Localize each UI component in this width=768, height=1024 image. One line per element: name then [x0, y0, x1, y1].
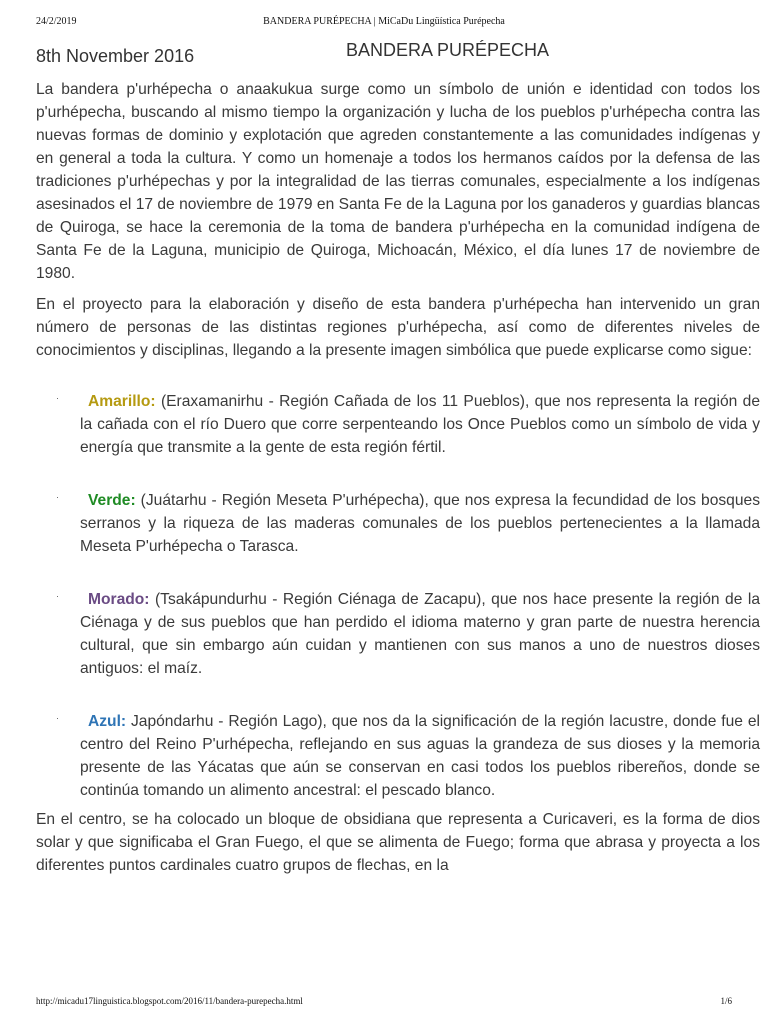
color-name-amarillo: Amarillo: — [88, 393, 156, 410]
color-description: (Eraxamanirhu - Región Cañada de los 11 Pueblos), que nos representa la región de la cañada con el río Duero que corre serpenteando los Once Pueblos como un símbolo de vida y energía que transmite a la gente de esta región fértil. — [80, 393, 760, 456]
intro-paragraph: La bandera p'urhépecha o anaakukua surge como un símbolo de unión e identidad con todos los p'urhépecha, buscando al mismo tiempo la organización y lucha de los pueblos p'urhépecha contra las nuevas formas de dominio y explotación que agreden constantemente a las comunidades indígenas y en general a toda la cultura. Y como un homenaje a todos los hermanos caídos por la defensa de las tradiciones p'urhépechas y por la integralidad de las tierras comunales, especialmente a los indígenas asesinados el 17 de noviembre de 1979 en Santa Fe de la Laguna por los ganaderos y guardias blancas de Quiroga, se hace la ceremonia de la toma de bandera p'urhépecha en la comunidad indígena de Santa Fe de la Laguna, municipio de Quiroga, Michoacán, México, el día lunes 17 de noviembre de 1980. — [36, 81, 760, 282]
color-description: (Juátarhu - Región Meseta P'urhépecha), que nos expresa la fecundidad de los bosques serranos y la riqueza de las maderas comunales de los pueblos pertenecientes a la llamada Meseta P'urhépecha o Tarasca. — [80, 492, 760, 555]
post-title: BANDERA PURÉPECHA — [346, 40, 550, 60]
closing-paragraph: En el centro, se ha colocado un bloque de obsidiana que representa a Curicaveri, es la forma de dios solar y que significaba el Gran Fuego, el que se alimenta de Fuego; forma que abrasa y proyecta a los diferentes puntos cardinales cuatro grupos de flechas, en la — [36, 811, 760, 874]
page-url: http://micadu17linguistica.blogspot.com/2016/11/bandera-purepecha.html — [36, 996, 303, 1006]
print-page-title: BANDERA PURÉPECHA | MiCaDu Lingüística Purépecha — [263, 16, 505, 27]
list-item — [36, 588, 760, 680]
color-name-verde: Verde: — [88, 492, 136, 509]
bullet: · — [56, 591, 59, 601]
post-date: 8th November 2016 — [36, 46, 195, 66]
list-item — [36, 710, 760, 802]
color-name-morado: Morado: — [88, 591, 150, 608]
print-header — [36, 16, 732, 30]
list-item — [36, 390, 760, 459]
bullet: · — [56, 393, 59, 403]
list-item — [36, 489, 760, 558]
color-list — [36, 390, 760, 802]
color-description: Japóndarhu - Región Lago), que nos da la significación de la región lacustre, donde fue el centro del Reino P'urhépecha, reflejando en sus aguas la grandeza de sus dioses y la memoria presente de las Yácatas que aún se conservan en casi todos los pueblos ribereños, donde se continúa tomando un alimento ancestral: el pescado blanco. — [80, 713, 760, 799]
bullet: · — [56, 492, 59, 502]
project-paragraph: En el proyecto para la elaboración y diseño de esta bandera p'urhépecha han intervenido un gran número de personas de las distintas regiones p'urhépecha, así como de diferentes niveles de conocimientos y disciplinas, llegando a la presente imagen simbólica que puede explicarse como sigue: — [36, 296, 760, 359]
print-date: 24/2/2019 — [36, 16, 77, 27]
print-footer — [36, 996, 732, 1008]
bullet: · — [56, 713, 59, 723]
color-name-azul: Azul: — [88, 713, 127, 730]
color-description: (Tsakápundurhu - Región Ciénaga de Zacapu), que nos hace presente la región de la Ciénaga y de sus pueblos que han perdido el idioma materno y gran parte de nuestra herencia cultural, que sin embargo aún cuidan y mantienen con sus manos a uno de nuestros dioses antiguos: el maíz. — [80, 591, 760, 677]
page-number: 1/6 — [720, 996, 732, 1006]
post-body — [36, 78, 760, 885]
